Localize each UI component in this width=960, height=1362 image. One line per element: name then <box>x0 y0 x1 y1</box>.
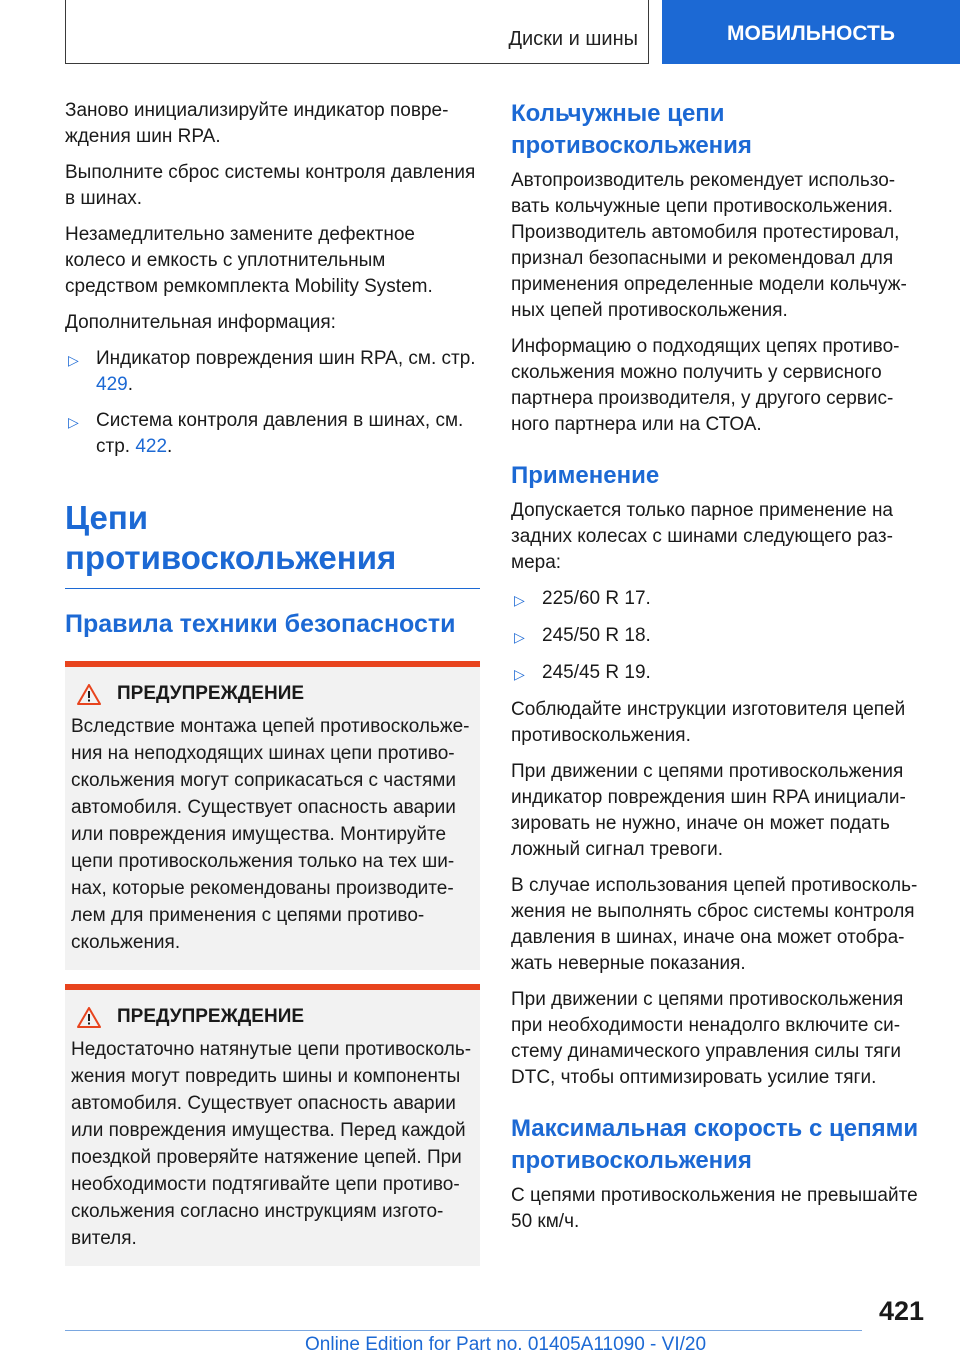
subsection-heading: Кольчужные цепи противоскольжения <box>511 100 752 159</box>
bullet-item <box>511 623 926 650</box>
page-link[interactable]: 429 <box>96 374 128 395</box>
paragraph: Допускается только парное применение на задних колесах с шинами следующего раз‐ мера: <box>511 500 894 573</box>
paragraph: Соблюдайте инструкции изготовителя цепей противоскольжения. <box>511 699 906 746</box>
warning-title: ПРЕДУПРЕЖДЕНИЕ <box>71 683 474 705</box>
paragraph: Дополнительная информация: <box>65 312 336 333</box>
footer-edition-text: Online Edition for Part no. 01405A11090 - VI/20 <box>305 1334 707 1355</box>
header-section-title: Диски и шины <box>508 28 638 50</box>
footer-divider <box>65 1330 862 1331</box>
paragraph: При движении с цепями противоскольжения при необходимости ненадолго включите си‐ стему динамического управления силы тяги DTC, чтобы оптимизировать усилие тяги. <box>511 989 904 1088</box>
triangle-bullet-icon: ▷ <box>68 352 79 368</box>
warning-text: Вследствие монтажа цепей противоскольже‐ ния на неподходящих шинах цепи противо‐ скольжения могут соприкасаться с частями автомобиля. Существует опасность аварии или повреждения имущества. Монтируйте цепи противоскольжения только на тех ши‐ нах, которые рекомендованы производите‐ лем для применения с цепями противо‐ скольжения. <box>71 716 470 953</box>
chapter-heading: Цепи противоскольжения <box>65 498 480 589</box>
triangle-bullet-icon: ▷ <box>68 414 79 430</box>
tire-size: 225/60 R 17. <box>542 588 651 609</box>
warning-title: ПРЕДУПРЕЖДЕНИЕ <box>71 1006 474 1028</box>
subsection-heading: Применение <box>511 462 660 489</box>
tire-size: 245/45 R 19. <box>542 662 651 683</box>
bullet-text: Система контроля давления в шинах, см. стр. 422. <box>96 410 464 457</box>
warning-triangle-icon <box>77 1007 101 1028</box>
paragraph: Незамедлительно замените дефектное колесо и емкость с уплотнительным средством ремкомплекта Mobility System. <box>65 224 433 297</box>
tire-size: 245/50 R 18. <box>542 625 651 646</box>
bullet-item <box>65 408 480 460</box>
header-chapter-tab[interactable]: МОБИЛЬНОСТЬ <box>662 0 960 64</box>
triangle-bullet-icon: ▷ <box>514 592 525 608</box>
paragraph: В случае использования цепей противосколь‐ жения не выполнять сброс системы контроля давления в шинах, иначе она может отобра‐ жать неверные показания. <box>511 875 918 974</box>
paragraph: С цепями противоскольжения не превышайте 50 км/ч. <box>511 1185 918 1232</box>
paragraph: Информацию о подходящих цепях противо‐ скольжения можно получить у сервисного партнера производителя, у другого сервис‐ ного партнера или на СТОА. <box>511 336 900 435</box>
paragraph: Заново инициализируйте индикатор повре‐ ждения шин RPA. <box>65 100 449 147</box>
paragraph: Автопроизводитель рекомендует использо‐ вать кольчужные цепи противоскольжения. Производитель автомобиля протестировал, признал безопасными и рекомендовал для применения определенные модели кольчуж‐ ных цепей противоскольжения. <box>511 170 907 321</box>
triangle-bullet-icon: ▷ <box>514 666 525 682</box>
paragraph: Выполните сброс системы контроля давления в шинах. <box>65 162 476 209</box>
subsection-heading: Максимальная скорость с цепями противоскольжения <box>511 1115 919 1174</box>
warning-box <box>65 661 480 970</box>
bullet-text: Индикатор повреждения шин RPA, см. стр. 429. <box>96 348 476 395</box>
warning-triangle-icon <box>77 684 101 705</box>
bullet-item <box>511 660 926 687</box>
section-heading: Правила техники безопасности <box>65 610 456 638</box>
left-column <box>65 98 480 1266</box>
page-link[interactable]: 422 <box>135 436 168 457</box>
warning-text: Недостаточно натянутые цепи противосколь‐ жения могут повредить шины и компоненты автомобиля. Существует опасность аварии или повреждения имущества. Перед каждой поездкой проверяйте натяжение цепей. При необходимости подтягивайте цепи противо‐ скольжения согласно инструкциям изгото‐ вителя. <box>71 1039 472 1249</box>
bullet-item <box>65 346 480 398</box>
right-column <box>511 98 926 1245</box>
paragraph: При движении с цепями противоскольжения индикатор повреждения шин RPA инициали‐ зировать не нужно, иначе он может подать ложный сигнал тревоги. <box>511 761 906 860</box>
bullet-item <box>511 586 926 613</box>
triangle-bullet-icon: ▷ <box>514 629 525 645</box>
page-number: 421 <box>878 1296 924 1326</box>
warning-box <box>65 984 480 1266</box>
